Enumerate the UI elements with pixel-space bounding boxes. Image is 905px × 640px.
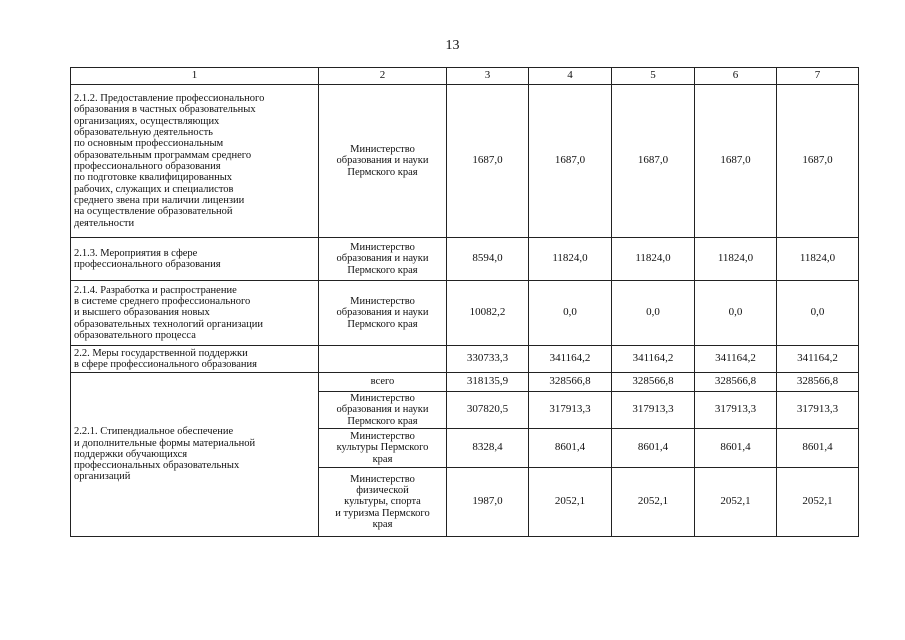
activity-name: 2.2. Меры государственной поддержки в сфере профессионального образования bbox=[74, 347, 257, 370]
executor-cell: всего bbox=[319, 373, 447, 392]
activity-name: 2.1.2. Предоставление профессионального образования в частных образовательных организациях, осуществляющих образовательную деятельность по основным профессиональным образовательным программам среднего профессионального образования по подготовке квалифицированных рабочих, служащих и специалистов среднего звена при наличии лицензии на осуществление образовательной деятельности bbox=[74, 93, 265, 229]
value-cell: 341164,2 bbox=[695, 346, 777, 373]
value-cell: 328566,8 bbox=[529, 373, 612, 392]
executor-cell bbox=[319, 428, 447, 467]
page-number: 13 bbox=[445, 38, 460, 53]
column-header: 2 bbox=[319, 68, 447, 85]
value-cell: 328566,8 bbox=[695, 373, 777, 392]
activity-name: 2.1.3. Мероприятия в сфере профессионального образования bbox=[74, 247, 221, 270]
value-cell: 8601,4 bbox=[777, 428, 859, 467]
value-cell: 341164,2 bbox=[777, 346, 859, 373]
value-cell: 317913,3 bbox=[529, 392, 612, 429]
value-cell: 11824,0 bbox=[695, 238, 777, 281]
column-header: 7 bbox=[777, 68, 859, 85]
value-cell: 0,0 bbox=[777, 281, 859, 346]
activity-name-cell bbox=[71, 238, 319, 281]
table-row bbox=[71, 346, 859, 373]
table-row bbox=[71, 238, 859, 281]
executor-name: Министерство культуры Пермского края bbox=[336, 430, 429, 465]
column-header: 4 bbox=[529, 68, 612, 85]
executor-cell bbox=[319, 346, 447, 373]
value-cell: 11824,0 bbox=[777, 238, 859, 281]
value-cell: 1687,0 bbox=[777, 85, 859, 238]
value-cell: 341164,2 bbox=[612, 346, 695, 373]
value-cell: 328566,8 bbox=[612, 373, 695, 392]
value-cell: 0,0 bbox=[529, 281, 612, 346]
value-cell: 8601,4 bbox=[695, 428, 777, 467]
activity-name-cell bbox=[71, 346, 319, 373]
executor-name: Министерство образования и науки Пермского края bbox=[336, 296, 429, 330]
executor-cell bbox=[319, 281, 447, 346]
value-cell: 317913,3 bbox=[612, 392, 695, 429]
table-row bbox=[71, 85, 859, 238]
value-cell: 10082,2 bbox=[447, 281, 529, 346]
column-header: 3 bbox=[447, 68, 529, 85]
activity-name: 2.1.4. Разработка и распространение в системе среднего профессионального и высшего образования новых образовательных технологий организации образовательного процесса bbox=[74, 284, 263, 341]
executor-cell bbox=[319, 85, 447, 238]
value-cell: 317913,3 bbox=[695, 392, 777, 429]
column-header: 5 bbox=[612, 68, 695, 85]
column-header: 1 bbox=[71, 68, 319, 85]
value-cell: 318135,9 bbox=[447, 373, 529, 392]
value-cell: 2052,1 bbox=[529, 467, 612, 536]
value-cell: 11824,0 bbox=[529, 238, 612, 281]
table-row bbox=[71, 281, 859, 346]
activity-name-cell bbox=[71, 281, 319, 346]
value-cell: 1987,0 bbox=[447, 467, 529, 536]
value-cell: 0,0 bbox=[612, 281, 695, 346]
activity-name: 2.2.1. Стипендиальное обеспечение и дополнительные формы материальной поддержки обучающихся профессиональных образовательных организаций bbox=[74, 426, 256, 483]
executor-name: Министерство образования и науки Пермского края bbox=[336, 393, 429, 427]
value-cell: 328566,8 bbox=[777, 373, 859, 392]
value-cell: 317913,3 bbox=[777, 392, 859, 429]
value-cell: 330733,3 bbox=[447, 346, 529, 373]
value-cell: 11824,0 bbox=[612, 238, 695, 281]
value-cell: 341164,2 bbox=[529, 346, 612, 373]
table-row bbox=[71, 373, 859, 392]
budget-table bbox=[70, 67, 859, 537]
value-cell: 8328,4 bbox=[447, 428, 529, 467]
column-header: 6 bbox=[695, 68, 777, 85]
value-cell: 1687,0 bbox=[529, 85, 612, 238]
value-cell: 1687,0 bbox=[447, 85, 529, 238]
value-cell: 1687,0 bbox=[695, 85, 777, 238]
executor-name: Министерство образования и науки Пермского края bbox=[336, 144, 429, 178]
executor-name: Министерство физической культуры, спорта и туризма Пермского края bbox=[335, 473, 430, 530]
value-cell: 2052,1 bbox=[777, 467, 859, 536]
value-cell: 307820,5 bbox=[447, 392, 529, 429]
executor-name: Министерство образования и науки Пермского края bbox=[336, 242, 429, 276]
value-cell: 1687,0 bbox=[612, 85, 695, 238]
value-cell: 0,0 bbox=[695, 281, 777, 346]
value-cell: 8594,0 bbox=[447, 238, 529, 281]
header-row bbox=[71, 68, 859, 85]
executor-cell bbox=[319, 392, 447, 429]
value-cell: 8601,4 bbox=[612, 428, 695, 467]
executor-cell bbox=[319, 467, 447, 536]
activity-name-cell bbox=[71, 373, 319, 537]
activity-name-cell bbox=[71, 85, 319, 238]
value-cell: 8601,4 bbox=[529, 428, 612, 467]
value-cell: 2052,1 bbox=[695, 467, 777, 536]
value-cell: 2052,1 bbox=[612, 467, 695, 536]
executor-cell bbox=[319, 238, 447, 281]
